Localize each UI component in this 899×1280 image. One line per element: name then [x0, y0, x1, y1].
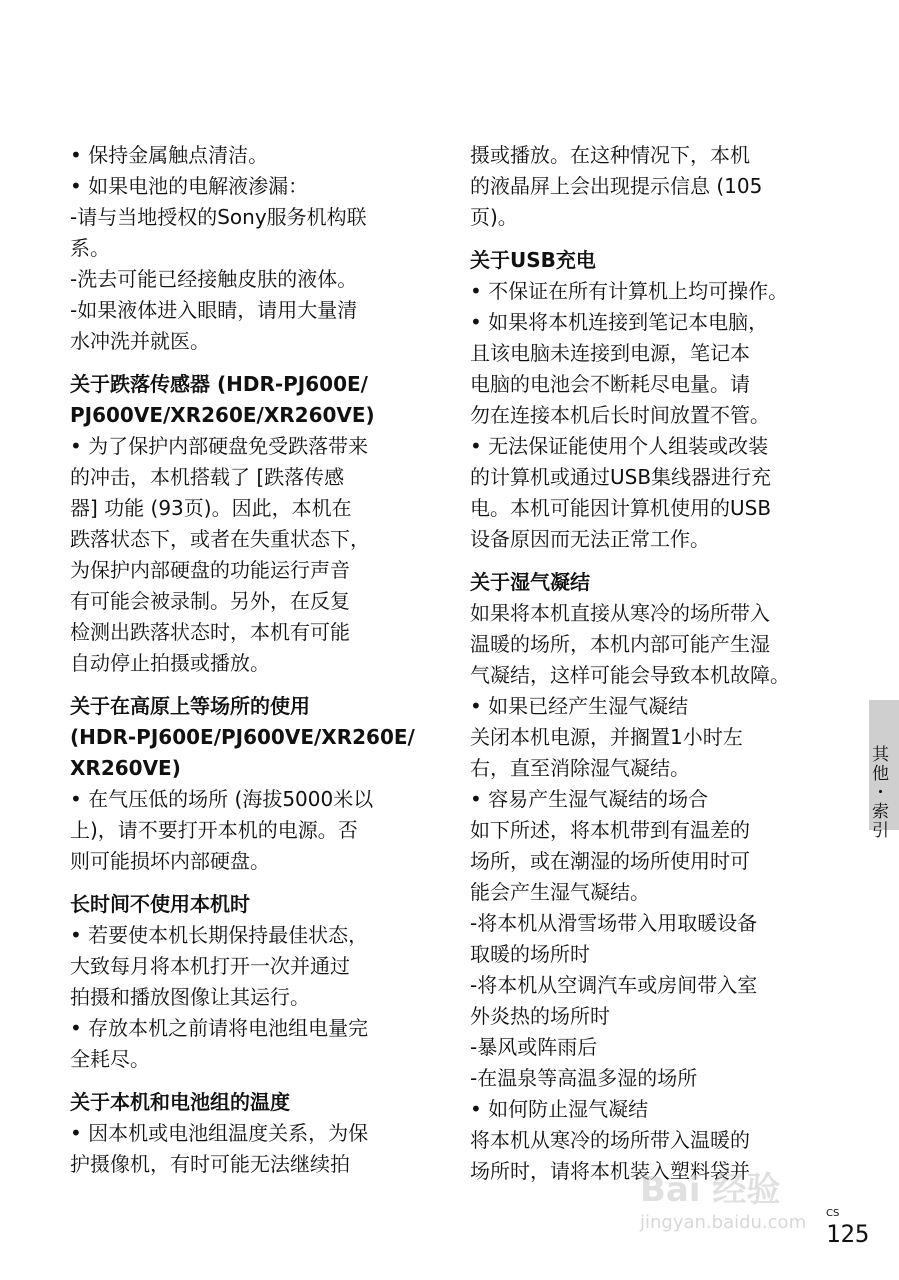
text-line: • 保持金属触点清洁。 — [70, 143, 269, 167]
text-line: -在温泉等高温多湿的场所 — [470, 1066, 698, 1090]
section-heading: 关于跌落传感器 (HDR-PJ600E/ — [70, 372, 368, 396]
text-line: 跌落状态下，或者在失重状态下， — [70, 527, 370, 551]
text-line: • 无法保证能使用个人组装或改装 — [470, 434, 769, 458]
text-line: 温暖的场所，本机内部可能产生湿 — [470, 632, 770, 656]
text-line: 有可能会被录制。另外，在反复 — [70, 589, 350, 613]
text-line: 如下所述，将本机带到有温差的 — [470, 818, 750, 842]
section-heading: 关于湿气凝结 — [470, 570, 590, 594]
section-heading: (HDR-PJ600E/PJ600VE/XR260E/ — [70, 725, 415, 749]
text-line: 场所时，请将本机装入塑料袋并 — [470, 1159, 750, 1183]
text-line: 且该电脑未连接到电源，笔记本 — [470, 341, 750, 365]
text-line: • 存放本机之前请将电池组电量完 — [70, 1016, 369, 1040]
section-gap — [70, 1075, 420, 1087]
text-line: 的冲击，本机搭载了 [跌落传感 — [70, 465, 345, 489]
text-line: 则可能损坏内部硬盘。 — [70, 849, 270, 873]
left-column — [70, 140, 420, 1180]
text-line: • 不保证在所有计算机上均可操作。 — [470, 279, 789, 303]
text-line: 的计算机或通过USB集线器进行充 — [470, 465, 772, 489]
text-line: 上)，请不要打开本机的电源。否 — [70, 818, 358, 842]
section-heading: XR260VE) — [70, 756, 181, 780]
text-line: -暴风或阵雨后 — [470, 1035, 598, 1059]
text-line: • 如何防止湿气凝结 — [470, 1097, 649, 1121]
section-heading: 关于USB充电 — [470, 248, 596, 272]
text-line: -将本机从滑雪场带入用取暖设备 — [470, 911, 758, 935]
text-line: 气凝结，这样可能会导致本机故障。 — [470, 663, 790, 687]
text-line: 外炎热的场所时 — [470, 1004, 610, 1028]
text-line: 右，直至消除湿气凝结。 — [470, 756, 690, 780]
section-heading: PJ600VE/XR260E/XR260VE) — [70, 403, 375, 427]
text-line: 拍摄和播放图像让其运行。 — [70, 985, 310, 1009]
text-line: • 因本机或电池组温度关系，为保 — [70, 1121, 369, 1145]
section-heading: 关于在高原上等场所的使用 — [70, 694, 310, 718]
text-line: 水冲洗并就医。 — [70, 329, 210, 353]
text-line: • 容易产生湿气凝结的场合 — [470, 787, 709, 811]
section-heading: 长时间不使用本机时 — [70, 892, 250, 916]
text-line: 取暖的场所时 — [470, 942, 590, 966]
text-line: • 在气压低的场所 (海拔5000米以 — [70, 787, 374, 811]
text-line: • 为了保护内部硬盘免受跌落带来 — [70, 434, 369, 458]
watermark-url: jingyan.baidu.com — [640, 1212, 807, 1233]
section-gap — [470, 233, 820, 245]
section-gap — [70, 679, 420, 691]
section-side-label: 其他・索引 — [868, 745, 888, 840]
text-line: -将本机从空调汽车或房间带入室 — [470, 973, 758, 997]
section-gap — [70, 357, 420, 369]
text-line: • 如果电池的电解液渗漏： — [70, 174, 309, 198]
right-column — [470, 140, 820, 1187]
watermark-logo: Bai 经验 — [640, 1170, 781, 1210]
section-gap — [70, 877, 420, 889]
text-line: 电脑的电池会不断耗尽电量。请 — [470, 372, 750, 396]
text-line: 系。 — [70, 236, 110, 260]
text-line: -请与当地授权的Sony服务机构联 — [70, 205, 367, 229]
text-line: 大致每月将本机打开一次并通过 — [70, 954, 350, 978]
text-line: 将本机从寒冷的场所带入温暖的 — [470, 1128, 750, 1152]
text-line: • 如果已经产生湿气凝结 — [470, 694, 689, 718]
text-line: 如果将本机直接从寒冷的场所带入 — [470, 601, 770, 625]
text-line: • 若要使本机长期保持最佳状态， — [70, 923, 369, 947]
text-line: 自动停止拍摄或播放。 — [70, 651, 270, 675]
text-line: 设备原因而无法正常工作。 — [470, 527, 710, 551]
text-line: 场所，或在潮湿的场所使用时可 — [470, 849, 750, 873]
language-code: CS — [826, 1208, 840, 1219]
text-line: 摄或播放。在这种情况下，本机 — [470, 143, 750, 167]
page-number: 125 — [826, 1220, 870, 1248]
text-line: 的液晶屏上会出现提示信息 (105 — [470, 174, 763, 198]
text-line: -如果液体进入眼睛，请用大量清 — [70, 298, 358, 322]
text-line: 页)。 — [470, 205, 518, 229]
text-line: • 如果将本机连接到笔记本电脑， — [470, 310, 769, 334]
text-line: 电。本机可能因计算机使用的USB — [470, 496, 772, 520]
text-line: 检测出跌落状态时，本机有可能 — [70, 620, 350, 644]
text-line: 勿在连接本机后长时间放置不管。 — [470, 403, 770, 427]
text-line: 护摄像机，有时可能无法继续拍 — [70, 1152, 350, 1176]
text-line: 能会产生湿气凝结。 — [470, 880, 650, 904]
text-line: 关闭本机电源，并搁置1小时左 — [470, 725, 743, 749]
text-line: 为保护内部硬盘的功能运行声音 — [70, 558, 350, 582]
text-line: 器] 功能 (93页)。因此，本机在 — [70, 496, 352, 520]
text-line: -洗去可能已经接触皮肤的液体。 — [70, 267, 358, 291]
section-heading: 关于本机和电池组的温度 — [70, 1090, 290, 1114]
text-line: 全耗尽。 — [70, 1047, 150, 1071]
section-gap — [470, 555, 820, 567]
